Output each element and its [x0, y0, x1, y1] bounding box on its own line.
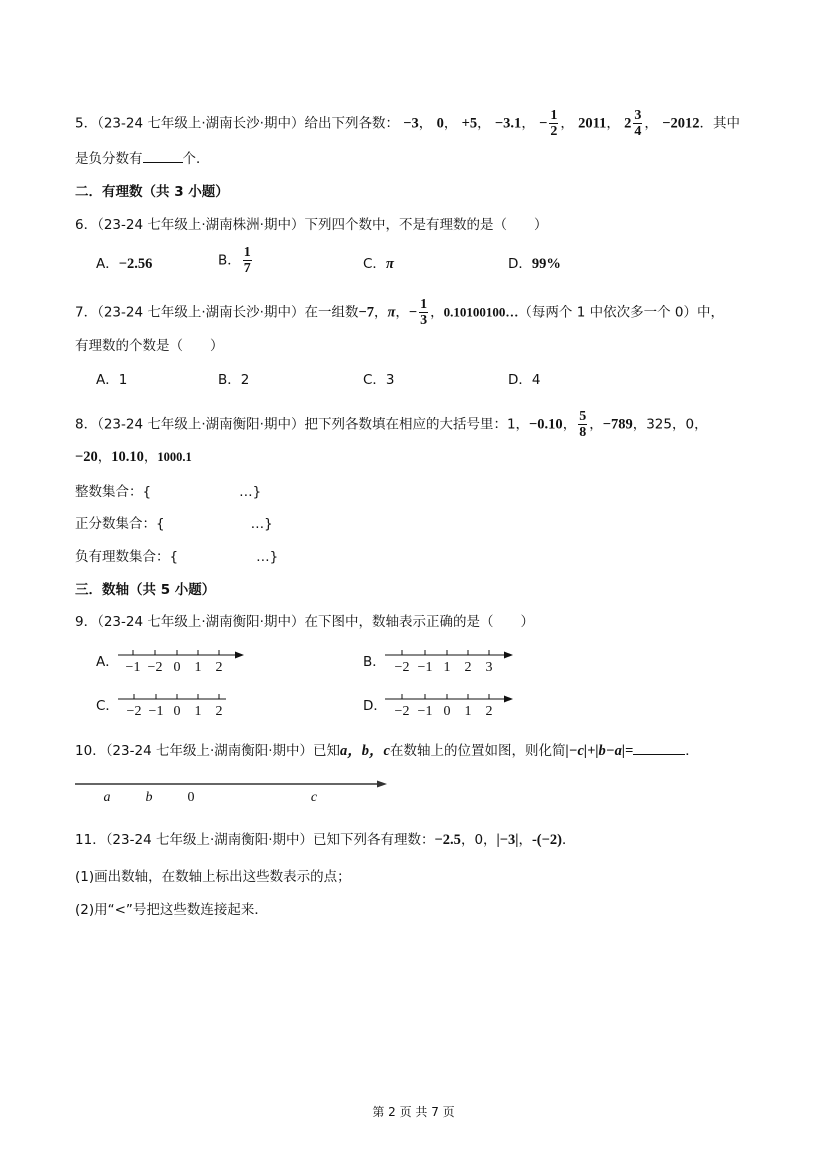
- q9-c-tick-label: 1: [194, 704, 202, 719]
- q9-option-d-number-line[interactable]: [385, 688, 517, 724]
- q8-line2: −20，10.10，1000.1: [75, 449, 192, 465]
- q11-part-2: (2)用“<”号把这些数连接起来．: [75, 902, 268, 918]
- q9-a-tick-label: 2: [215, 660, 223, 675]
- q7-option-d[interactable]: D．4: [508, 372, 541, 388]
- q5-fraction-half: $\frac{1}{2}$: [550, 108, 558, 139]
- q9-a-ticks: [133, 650, 219, 655]
- q9-b-tick-label: 3: [485, 660, 493, 675]
- q5-source: （23-24 七年级上·湖南长沙·期中）: [97, 115, 305, 132]
- q5-number: 5: [75, 115, 84, 132]
- page-footer: 第 2 页 共 7 页: [372, 1105, 455, 1119]
- q6-option-d[interactable]: D．99%: [508, 256, 561, 272]
- q7-option-b[interactable]: B．2: [218, 372, 250, 388]
- q10-label-a: a: [103, 790, 111, 805]
- q9-option-d-label[interactable]: D．: [363, 698, 387, 714]
- q9-c-tick-label: 0: [173, 704, 181, 719]
- q8-line1: 8．（23-24 七年级上·湖南衡阳·期中）把下列各数填在相应的大括号里：1，−0.10， $\frac{5}{8}$ ，−789，325，0，: [75, 409, 708, 440]
- number-line-b-svg: [385, 644, 517, 676]
- q10-number-line-svg: [75, 776, 391, 810]
- q9-d-tick-label: −1: [417, 704, 433, 719]
- section-3-title: 三．数轴（共 5 小题）: [75, 582, 216, 598]
- q9-stem: 9．（23-24 七年级上·湖南衡阳·期中）在下图中，数轴表示正确的是（ ）: [75, 614, 534, 630]
- q7-line2: 有理数的个数是（ ）: [75, 338, 224, 354]
- number-line-c-svg: [118, 688, 230, 720]
- q10-number-line: [75, 776, 391, 814]
- q9-option-c-label[interactable]: C．: [96, 698, 119, 714]
- q9-a-tick-label: −1: [125, 660, 141, 675]
- number-line-d-svg: [385, 688, 517, 720]
- q7-option-a[interactable]: A．1: [96, 372, 128, 388]
- q11-part-1: (1)画出数轴，在数轴上标出这些数表示的点；: [75, 869, 351, 885]
- q6-option-b[interactable]: B． $\frac{1}{7}$: [218, 245, 251, 276]
- q10-label-c: c: [310, 790, 318, 805]
- q9-b-tick-label: −2: [394, 660, 410, 675]
- q9-option-a-number-line[interactable]: [118, 644, 248, 680]
- q9-d-tick-label: −2: [394, 704, 410, 719]
- q5-line2: 是负分数有 个．: [75, 148, 210, 169]
- section-2-title: 二．有理数（共 3 小题）: [75, 184, 229, 200]
- number-line-a-svg: [118, 644, 248, 676]
- q8-negative-rational-set[interactable]: 负有理数集合：{ …}: [75, 549, 279, 565]
- q9-c-tick-label: −2: [126, 704, 142, 719]
- q8-positive-fraction-set[interactable]: 正分数集合：{ …}: [75, 516, 273, 532]
- q9-option-a-label[interactable]: A．: [96, 654, 119, 670]
- q7-line1: 7．（23-24 七年级上·湖南长沙·期中）在一组数−7，π，− $\frac{1}{3}$ ，0.10100100…（每两个 1 中依次多一个 0）中，: [75, 297, 724, 328]
- q5-mixed-fraction: $\frac{3}{4}$: [634, 108, 642, 139]
- q9-option-b-number-line[interactable]: [385, 644, 517, 680]
- q7-option-c[interactable]: C．3: [363, 372, 395, 388]
- q5-line1: 5．（23-24 七年级上·湖南长沙·期中）给出下列各数： −3， 0， +5， −3.1， − $\frac{1}{2}$ ， 2011， 2 $\frac{3}{4}$ ， −2012．其中: [75, 108, 740, 139]
- q9-a-tick-label: 0: [173, 660, 181, 675]
- q5-answer-blank[interactable]: [143, 148, 183, 163]
- q9-b-tick-label: −1: [417, 660, 433, 675]
- q10-label-zero: 0: [187, 790, 195, 805]
- q10-stem: 10．（23-24 七年级上·湖南衡阳·期中）已知a，b，c在数轴上的位置如图，则化简|−c|+|b−a|= ．: [75, 740, 699, 761]
- q9-b-tick-label: 2: [464, 660, 472, 675]
- q10-answer-blank[interactable]: [633, 740, 685, 755]
- q6-option-a[interactable]: A．−2.56: [96, 256, 153, 272]
- q9-option-b-label[interactable]: B．: [363, 654, 386, 670]
- q9-option-c-number-line[interactable]: [118, 688, 230, 724]
- q9-d-tick-label: 1: [464, 704, 472, 719]
- q9-c-tick-label: 2: [215, 704, 223, 719]
- q6-option-c[interactable]: C．π: [363, 256, 394, 272]
- q6-stem: 6．（23-24 七年级上·湖南株洲·期中）下列四个数中，不是有理数的是（ ）: [75, 217, 548, 233]
- q9-c-tick-label: −1: [148, 704, 164, 719]
- q9-a-tick-label: 1: [194, 660, 202, 675]
- q10-label-b: b: [145, 790, 153, 805]
- q11-stem: 11．（23-24 七年级上·湖南衡阳·期中）已知下列各有理数：−2.5，0，|−3|，-(−2)．: [75, 832, 576, 848]
- q9-d-tick-label: 0: [443, 704, 451, 719]
- q9-b-tick-label: 1: [443, 660, 451, 675]
- q9-a-tick-label: −2: [147, 660, 163, 675]
- q8-integer-set[interactable]: 整数集合：{ …}: [75, 484, 262, 500]
- q9-d-tick-label: 2: [485, 704, 493, 719]
